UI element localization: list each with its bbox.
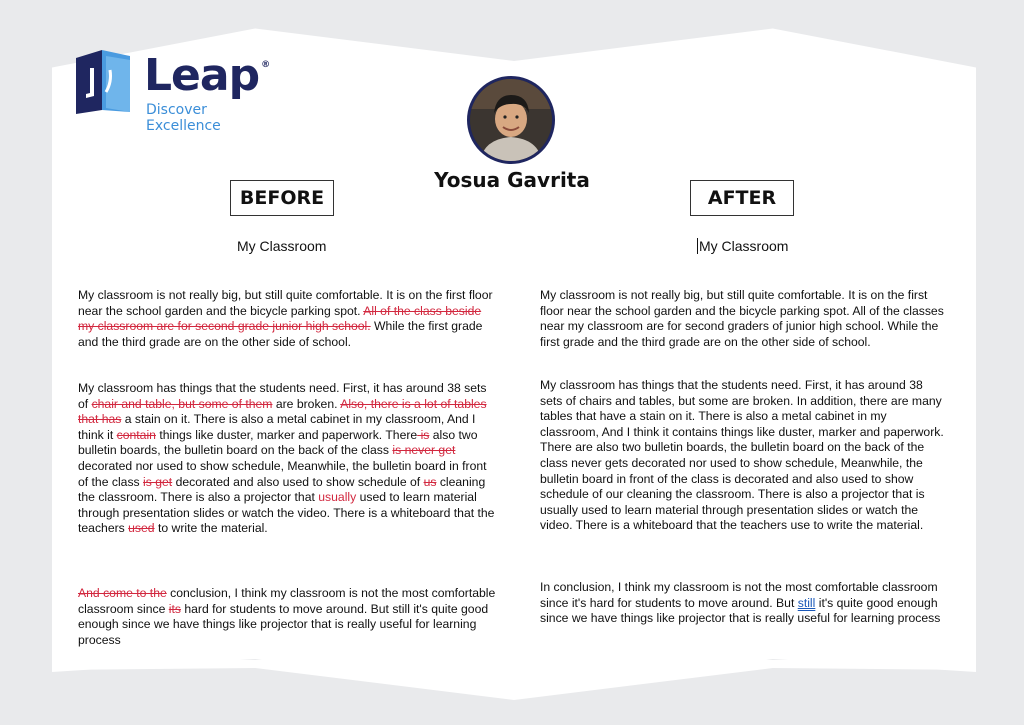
text-segment: decorated nor used to show schedule, Meanwhile, the bulletin board in front of the class — [78, 458, 487, 489]
deleted-text: chair and table, but some of them — [91, 396, 273, 411]
deleted-text: Also, there is a lot of tables that has — [78, 396, 487, 427]
before-label: BEFORE — [230, 180, 334, 216]
deleted-text: And come to the — [78, 586, 167, 600]
text-segment: cleaning the classroom. There is also a projector that — [78, 474, 486, 505]
deleted-text: is — [417, 427, 430, 442]
deleted-text: contain — [116, 427, 156, 442]
deleted-text: its — [168, 601, 181, 616]
text-segment: decorated and also used to show schedule of — [172, 474, 424, 489]
text-segment: it's quite good enough since we have things like projector that is really useful for learning process — [540, 595, 941, 626]
deleted-text: us — [423, 474, 437, 489]
leap-tagline — [146, 102, 221, 134]
after-title-text: My Classroom — [699, 238, 789, 254]
before-title: My Classroom — [237, 238, 327, 254]
text-segment: My classroom is not really big, but still quite comfortable. It is on the first floor near the school garden and the bicycle parking spot. — [78, 288, 493, 318]
student-photo — [470, 79, 552, 161]
highlighted-text: usually — [318, 490, 357, 505]
text-segment: are broken. — [272, 396, 341, 411]
before-paragraph-1 — [78, 288, 498, 350]
after-paragraph-2 — [540, 378, 944, 534]
text-segment: hard for students to move around. But still it's quite good enough since we have things like projector that is really useful for learning process — [78, 601, 489, 647]
tagline-line-1: Discover — [146, 102, 207, 118]
text-segment: also two bulletin boards, the bulletin board on the back of the class — [78, 427, 478, 458]
deleted-text: used — [128, 521, 155, 536]
leap-wordmark: Leap ® — [144, 50, 270, 101]
after-label: AFTER — [690, 180, 794, 216]
text-cursor — [697, 238, 698, 254]
text-segment: My classroom has things that the students need. First, it has around 38 sets of — [78, 381, 487, 411]
after-paragraph-3 — [540, 580, 944, 627]
student-name: Yosua Gavrita — [434, 168, 590, 192]
after-paragraph-1 — [540, 288, 944, 350]
deleted-text: is get — [143, 474, 173, 489]
text-segment: In conclusion, I think my classroom is not the most comfortable classroom since it's hard for students to move around. But — [540, 580, 938, 610]
flagged-text: still — [797, 595, 816, 610]
student-avatar — [467, 76, 555, 164]
leap-logo — [72, 48, 272, 138]
book-page-bottom-edge — [52, 660, 976, 700]
before-paragraph-3 — [78, 586, 498, 648]
tagline-line-2: Excellence — [146, 118, 221, 134]
leap-book-icon — [72, 48, 134, 116]
text-segment: to write the material. — [154, 521, 268, 536]
registered-mark: ® — [261, 60, 270, 70]
text-segment: things like duster, marker and paperwork. There — [155, 427, 418, 442]
deleted-text: is never get — [392, 443, 456, 458]
text-segment: My classroom is not really big, but still quite comfortable. It is on the first floor near the school garden and the bicycle parking spot. All of the classes near my classroom are for second graders of junior high school. While the first grade and the third grade are on the other side of school. — [540, 288, 944, 349]
text-segment: used to learn material through presentation slides or watch the video. There is a whiteboard that the teachers — [78, 490, 495, 536]
text-segment: My classroom has things that the students need. First, it has around 38 sets of chairs and tables, but some are broken. In addition, there are many tables that have a stain on it. There is also a metal cabinet in my classroom, And I think it contains things like duster, marker and paperwork. There are also two bulletin boards, the bulletin board on the back of the class never gets decorated nor used to show schedule, Meanwhile, the bulletin board in front of the class is decorated and also used to show schedule of our cleaning the classroom. There is also a projector that is usually used to learn material through presentation slides or watch the video. There is a whiteboard that the teachers use to write the material. — [540, 378, 944, 533]
before-paragraph-2 — [78, 381, 498, 537]
text-segment: a stain on it. There is also a metal cabinet in my classroom, And I think it — [78, 412, 476, 442]
deleted-text: All of the class beside my classroom are for second grade junior high school. — [78, 303, 482, 334]
text-segment: conclusion, I think my classroom is not the most comfortable classroom since — [78, 586, 496, 616]
after-title — [697, 238, 788, 254]
text-segment: While the first grade and the third grade are on the other side of school. — [78, 319, 483, 349]
